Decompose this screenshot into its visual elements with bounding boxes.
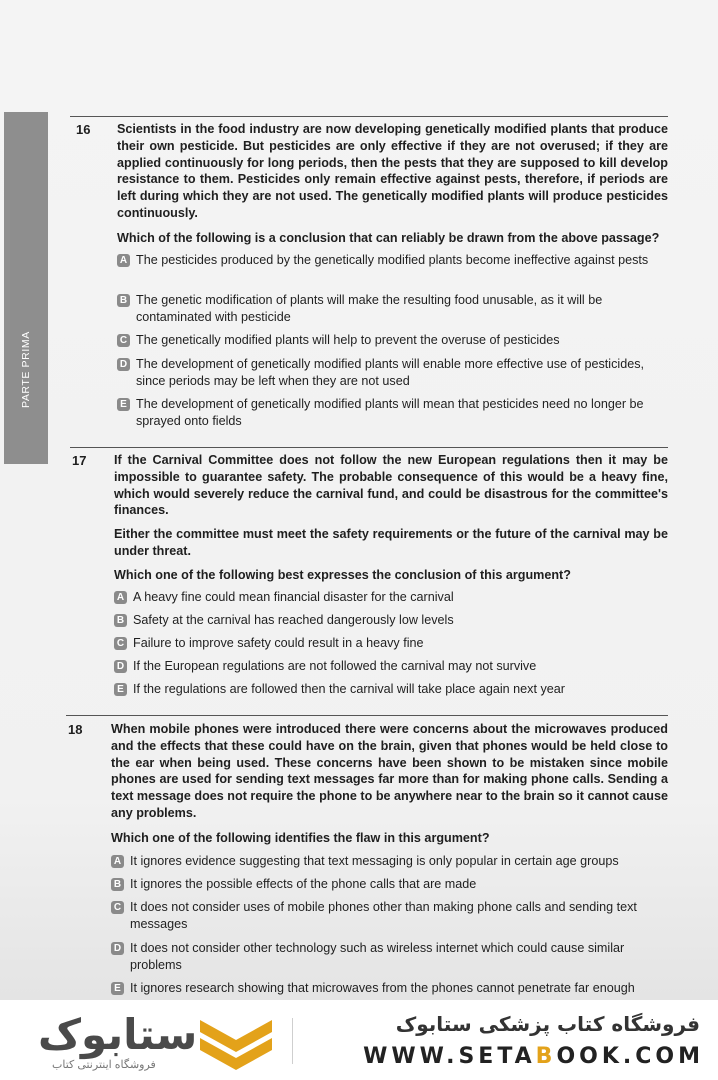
section-label: PARTE PRIMA (20, 331, 32, 408)
option-letter-badge: A (114, 591, 127, 604)
option-text: The genetic modification of plants will make the resulting food unusable, as it will be contaminated with pesticide (136, 293, 603, 324)
answer-option[interactable] (111, 853, 668, 870)
option-text: It does not consider uses of mobile phones other than making phone calls and sending text messages (130, 900, 637, 931)
answer-option[interactable] (114, 635, 668, 652)
option-letter-badge: B (117, 294, 130, 307)
question-stem: When mobile phones were introduced there were concerns about the microwaves produced and the effects that these could have on the brain, given that phones would be held close to the ear when being used. These concerns have been shown to be mistaken since mobile phones are used for sending text messages far more than for making phone calls. Sending a text message does not require the phone to be anywhere near to the brain so it cannot cause any problems. (111, 722, 668, 820)
answer-option[interactable] (117, 332, 668, 349)
option-text: It ignores research showing that microwaves from the phones cannot penetrate far enough (130, 981, 635, 995)
answer-option[interactable] (111, 899, 668, 933)
option-text: The development of genetically modified plants will enable more effective use of pesticides, since periods may be left when they are not used (136, 357, 644, 388)
option-letter-badge: E (114, 683, 127, 696)
question-stem: If the Carnival Committee does not follow the new European regulations then it may be impossible to guarantee safety. The probable consequence of this would be a heavy fine, which would severely reduce the carnival fund, and could be disastrous for the committee's finances. (114, 453, 668, 518)
option-text: The pesticides produced by the genetically modified plants become ineffective against pests (136, 253, 649, 267)
question-number: 16 (76, 122, 91, 137)
question-number: 18 (68, 722, 83, 737)
option-letter-badge: A (117, 254, 130, 267)
store-url-part: WWW.SETA (363, 1044, 536, 1069)
store-url[interactable] (363, 1044, 704, 1069)
option-letter-badge: B (111, 878, 124, 891)
question-number: 17 (72, 453, 87, 468)
option-text: It ignores evidence suggesting that text messaging is only popular in certain age groups (130, 854, 619, 868)
option-text: The genetically modified plants will help to prevent the overuse of pesticides (136, 333, 560, 347)
answer-option[interactable] (117, 356, 668, 390)
option-letter-badge: C (114, 637, 127, 650)
answer-option[interactable] (114, 658, 668, 675)
option-text: Safety at the carnival has reached dangerously low levels (133, 613, 454, 627)
answer-option[interactable] (111, 980, 668, 997)
option-text: A heavy fine could mean financial disaster for the carnival (133, 590, 454, 604)
question-prompt: Which of the following is a conclusion that can reliably be drawn from the above passage? (117, 231, 660, 245)
answer-option[interactable] (114, 589, 668, 606)
section-side-tab (4, 112, 48, 464)
question-divider (66, 715, 668, 716)
option-text: The development of genetically modified plants will mean that pesticides need no longer be sprayed onto fields (136, 397, 644, 428)
answer-option[interactable] (117, 396, 668, 430)
question-prompt: Which one of the following identifies the flaw in this argument? (111, 831, 490, 845)
store-footer-banner (0, 1000, 718, 1080)
option-letter-badge: D (114, 660, 127, 673)
question-stem: Scientists in the food industry are now developing genetically modified plants that produce their own pesticide. But pesticides are only effective if they are not overused; if they are applied continuously for long periods, then the pests that they are supposed to kill develop resistance to them. Pesticides only remain effective against pests, therefore, if periods are left during which they are not used. The genetically modified plants will produce pesticides continuously. (117, 122, 668, 220)
option-text: It does not consider other technology such as wireless internet which could cause similar problems (130, 941, 625, 972)
footer-divider (292, 1018, 293, 1064)
answer-option[interactable] (111, 940, 668, 974)
option-text: It ignores the possible effects of the phone calls that are made (130, 877, 477, 891)
option-letter-badge: D (117, 358, 130, 371)
option-letter-badge: A (111, 855, 124, 868)
option-letter-badge: C (111, 901, 124, 914)
store-url-accent: B (535, 1044, 557, 1069)
store-logo-wordmark: ستابوک (38, 1010, 198, 1059)
question-divider (70, 447, 668, 448)
store-name: فروشگاه کتاب پزشکی ستابوک (395, 1012, 700, 1036)
store-logo-tagline: فروشگاه اینترنتی کتاب (52, 1059, 156, 1071)
answer-option[interactable] (117, 252, 668, 269)
answer-option[interactable] (114, 681, 668, 698)
option-text: If the European regulations are not followed the carnival may not survive (133, 659, 537, 673)
option-letter-badge: B (114, 614, 127, 627)
option-text: If the regulations are followed then the carnival will take place again next year (133, 682, 565, 696)
answer-option[interactable] (114, 612, 668, 629)
option-letter-badge: C (117, 334, 130, 347)
question-divider (70, 116, 668, 117)
question-stem-continued: Either the committee must meet the safety requirements or the future of the carnival may be under threat. (114, 527, 668, 558)
store-url-part: OOK.COM (556, 1044, 704, 1069)
answer-option[interactable] (117, 292, 668, 326)
answer-option[interactable] (111, 876, 668, 893)
question-prompt: Which one of the following best expresses the conclusion of this argument? (114, 568, 571, 582)
option-letter-badge: E (111, 982, 124, 995)
option-text: Failure to improve safety could result in a heavy fine (133, 636, 424, 650)
option-letter-badge: E (117, 398, 130, 411)
option-letter-badge: D (111, 942, 124, 955)
book-chevron-logo-icon (196, 1014, 276, 1072)
